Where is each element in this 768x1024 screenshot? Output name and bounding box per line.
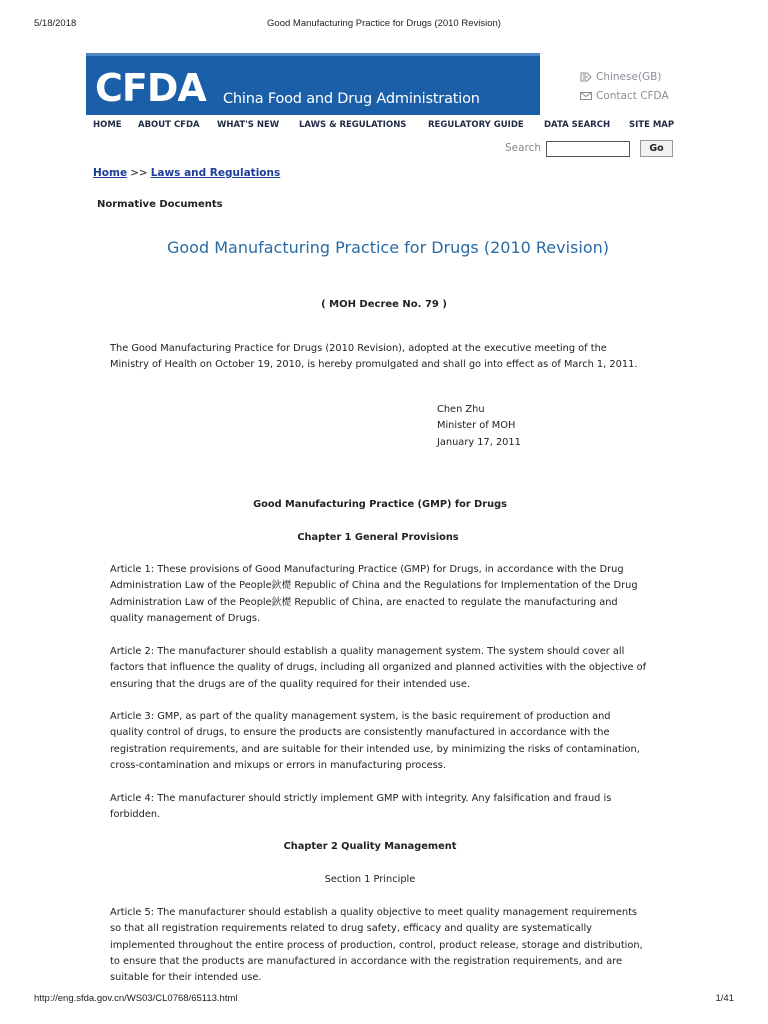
nav-regulatory-guide[interactable]: REGULATORY GUIDE [428,120,524,130]
breadcrumb-home[interactable]: Home [93,167,128,179]
print-date: 5/18/2018 [34,18,77,29]
top-links [580,67,669,105]
article-line: to ensure that the products are manufactured in accordance with the registration requirements, and are [110,955,623,967]
article-line: registration requirements, and are suitable for their intended use, by minimizing the risks of contamination, [110,743,640,755]
page-title: Good Manufacturing Practice for Drugs (2010 Revision) [166,238,609,257]
page-number: 1/41 [715,993,734,1004]
article-line: Administration Law of the People鈥檚 Republic of China, are enacted to regulate the manufacturing and [110,596,618,608]
signature-block [437,402,521,451]
article-line: Article 1: These provisions of Good Manufacturing Practice (GMP) for Drugs, in accordance with the Drug [110,564,624,575]
search-input[interactable] [546,141,630,157]
article-line: so that all registration requirements related to drug safety, efficacy and quality are systematically [110,923,592,935]
agency-name: China Food and Drug Administration [223,91,480,107]
nav-laws[interactable]: LAWS & REGULATIONS [299,120,407,130]
article-3 [110,709,662,774]
article-line: factors that influence the quality of drugs, including all organized and planned activities with the objective of [110,662,647,674]
nav-whats-new[interactable]: WHAT'S NEW [217,120,280,130]
article-line: Article 3: GMP, as part of the quality management system, is the basic requirement of production and [110,711,611,722]
breadcrumb-separator: >> [130,167,148,179]
article-1 [110,562,662,627]
signatory-name: Chen Zhu [437,404,485,415]
intro-paragraph [110,341,662,374]
signatory-role: Minister of MOH [437,420,516,432]
contact-link-label: Contact CFDA [596,89,669,102]
language-icon [580,72,592,82]
contact-link[interactable] [580,86,669,105]
article-line: Article 4: The manufacturer should strictly implement GMP with integrity. Any falsification and fraud is [110,793,612,804]
article-line: ensuring that the drugs are of the quality required for their intended use. [110,678,471,690]
article-4 [110,791,662,824]
article-2 [110,644,662,693]
signature-date: January 17, 2011 [437,436,521,448]
chapter-1-heading: Chapter 1 General Provisions [297,532,459,543]
print-header [34,18,734,32]
article-line: cross-contamination and mixups or errors in manufacturing process. [110,759,447,771]
go-button[interactable]: Go [640,140,673,157]
chinese-link[interactable] [580,67,669,86]
article-line: quality management of Drugs. [110,612,261,624]
intro-line: The Good Manufacturing Practice for Drugs (2010 Revision), adopted at the executive meeting of the [110,343,607,354]
chinese-link-label: Chinese(GB) [596,70,662,83]
section-label: Normative Documents [97,199,223,210]
breadcrumb-laws[interactable]: Laws and Regulations [150,167,281,179]
article-line: quality control of drugs, to ensure the products are consistently manufactured in accordance with the [110,727,610,739]
nav-home[interactable]: HOME [93,120,122,130]
print-footer [34,993,734,1007]
decree-number: ( MOH Decree No. 79 ) [321,299,447,310]
article-line: Administration Law of the People鈥檚 Republic of China and the Regulations for Implementation of the Drug [110,580,638,592]
envelope-icon [580,91,592,101]
article-5 [110,905,662,986]
site-banner[interactable] [86,53,540,115]
article-line: suitable for their intended use. [110,972,262,984]
breadcrumb [93,167,280,179]
search-label: Search [505,142,542,154]
nav-site-map[interactable]: SITE MAP [629,120,675,130]
page-url: http://eng.sfda.gov.cn/WS03/CL0768/65113.html [34,993,238,1004]
nav-data-search[interactable]: DATA SEARCH [544,120,611,130]
article-line: forbidden. [110,809,161,821]
gmp-heading: Good Manufacturing Practice (GMP) for Drugs [253,499,507,510]
intro-line: Ministry of Health on October 19, 2010, is hereby promulgated and shall go into effect as of March 1, 2011. [110,359,638,371]
article-line: Article 5: The manufacturer should establish a quality objective to meet quality management requirements [110,907,638,918]
section-1-heading: Section 1 Principle [324,874,416,885]
chapter-2-heading: Chapter 2 Quality Management [283,841,457,852]
print-title: Good Manufacturing Practice for Drugs (2010 Revision) [267,18,501,29]
nav-about[interactable]: ABOUT CFDA [138,120,200,130]
article-line: implemented throughout the entire process of production, control, product release, storage and distribution, [110,939,643,951]
cfda-logo: CFDA [95,66,206,110]
article-line: Article 2: The manufacturer should establish a quality management system. The system should cover all [110,646,625,657]
